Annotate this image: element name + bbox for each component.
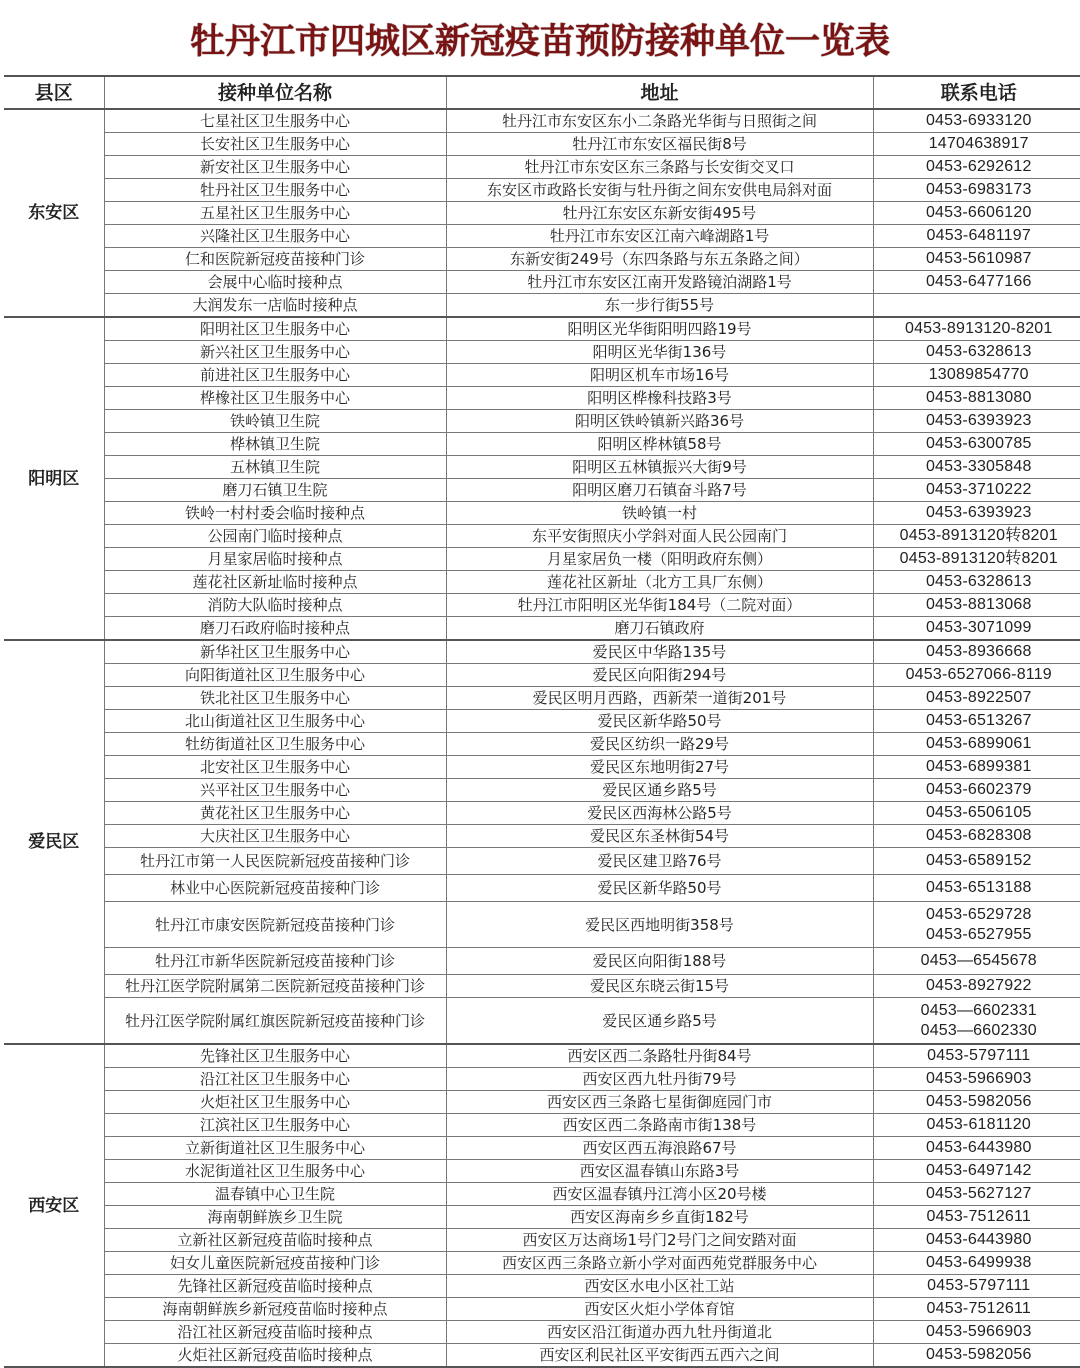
address-cell: 月星家居负一楼（阳明政府东侧） bbox=[446, 548, 873, 571]
phone-number: 0453-8922507 bbox=[925, 689, 1032, 706]
address-cell: 阳明区五林镇振兴大街9号 bbox=[446, 456, 873, 479]
address-cell: 爱民区通乡路5号 bbox=[446, 998, 873, 1045]
phone-cell bbox=[873, 1344, 1080, 1368]
table-row bbox=[4, 779, 1080, 802]
address-cell: 西安区海南乡乡直街182号 bbox=[446, 1206, 873, 1229]
table-row bbox=[4, 317, 1080, 341]
phone-number: 0453-8913120转8201 bbox=[899, 527, 1058, 544]
phone-number: 0453-6181120 bbox=[926, 1116, 1031, 1133]
site-name-cell: 阳明社区卫生服务中心 bbox=[104, 317, 446, 341]
phone-number: 0453-6443980 bbox=[925, 1231, 1032, 1248]
table-row bbox=[4, 948, 1080, 975]
phone-cell bbox=[873, 710, 1080, 733]
phone-number: 0453-6513267 bbox=[925, 712, 1032, 729]
phone-number: 0453-6527066-8119 bbox=[905, 666, 1052, 683]
phone-number: 0453-6393923 bbox=[925, 504, 1032, 521]
site-name-cell: 铁北社区卫生服务中心 bbox=[104, 687, 446, 710]
table-row bbox=[4, 594, 1080, 617]
address-cell: 阳明区磨刀石镇奋斗路7号 bbox=[446, 479, 873, 502]
address-cell: 爱民区向阳街294号 bbox=[446, 664, 873, 687]
table-row bbox=[4, 710, 1080, 733]
phone-cell bbox=[873, 248, 1080, 271]
site-name-cell: 牡丹江市第一人民医院新冠疫苗接种门诊 bbox=[104, 848, 446, 875]
site-name-cell: 磨刀石镇卫生院 bbox=[104, 479, 446, 502]
phone-number: 0453-5797111 bbox=[927, 1047, 1031, 1064]
site-name-cell: 兴隆社区卫生服务中心 bbox=[104, 225, 446, 248]
phone-number: 0453-8913120转8201 bbox=[899, 550, 1058, 567]
address-cell: 爱民区新华路50号 bbox=[446, 710, 873, 733]
phone-cell bbox=[873, 733, 1080, 756]
phone-number: 0453-5966903 bbox=[925, 1323, 1032, 1340]
district-cell: 阳明区 bbox=[4, 317, 104, 640]
address-cell: 西安区西三条路七星街御庭园门市 bbox=[446, 1091, 873, 1114]
address-cell: 西安区西二条路牡丹街84号 bbox=[446, 1044, 873, 1068]
phone-number: 0453-6899381 bbox=[925, 758, 1032, 775]
phone-number: 0453-6899061 bbox=[925, 735, 1032, 752]
address-cell: 阳明区铁岭镇新兴路36号 bbox=[446, 410, 873, 433]
address-cell: 爱民区向阳街188号 bbox=[446, 948, 873, 975]
header-phone: 联系电话 bbox=[873, 76, 1080, 109]
phone-number: 0453-5610987 bbox=[925, 250, 1032, 267]
site-name-cell: 林业中心医院新冠疫苗接种门诊 bbox=[104, 875, 446, 902]
phone-cell bbox=[873, 902, 1080, 948]
phone-cell bbox=[873, 998, 1080, 1045]
site-name-cell: 立新社区新冠疫苗临时接种点 bbox=[104, 1229, 446, 1252]
phone-number: 0453-3305848 bbox=[925, 458, 1032, 475]
table-row bbox=[4, 664, 1080, 687]
site-name-cell: 海南朝鲜族乡卫生院 bbox=[104, 1206, 446, 1229]
table-row bbox=[4, 202, 1080, 225]
address-cell: 东安区市政路长安街与牡丹街之间东安供电局斜对面 bbox=[446, 179, 873, 202]
phone-number: 14704638917 bbox=[928, 135, 1029, 152]
address-cell: 西安区温春镇丹江湾小区20号楼 bbox=[446, 1183, 873, 1206]
site-name-cell: 沿江社区新冠疫苗临时接种点 bbox=[104, 1321, 446, 1344]
site-name-cell: 牡纺街道社区卫生服务中心 bbox=[104, 733, 446, 756]
table-row bbox=[4, 571, 1080, 594]
phone-cell bbox=[873, 687, 1080, 710]
table-row bbox=[4, 733, 1080, 756]
district-cell: 东安区 bbox=[4, 109, 104, 317]
phone-cell bbox=[873, 1206, 1080, 1229]
site-name-cell: 大庆社区卫生服务中心 bbox=[104, 825, 446, 848]
table-row bbox=[4, 456, 1080, 479]
site-name-cell: 铁岭一村村委会临时接种点 bbox=[104, 502, 446, 525]
phone-number: 0453-5966903 bbox=[925, 1070, 1032, 1087]
phone-number: 0453-8813080 bbox=[925, 389, 1032, 406]
phone-number: 0453-3071099 bbox=[925, 619, 1032, 636]
table-row bbox=[4, 271, 1080, 294]
table-row bbox=[4, 1160, 1080, 1183]
site-name-cell: 牡丹江医学院附属红旗医院新冠疫苗接种门诊 bbox=[104, 998, 446, 1045]
site-name-cell: 火炬社区新冠疫苗临时接种点 bbox=[104, 1344, 446, 1368]
site-name-cell: 仁和医院新冠疫苗接种门诊 bbox=[104, 248, 446, 271]
table-row bbox=[4, 1344, 1080, 1368]
phone-cell bbox=[873, 410, 1080, 433]
phone-cell bbox=[873, 294, 1080, 318]
table-row bbox=[4, 387, 1080, 410]
site-name-cell: 新安社区卫生服务中心 bbox=[104, 156, 446, 179]
address-cell: 爱民区通乡路5号 bbox=[446, 779, 873, 802]
phone-number: 0453-6589152 bbox=[925, 852, 1032, 869]
phone-number: 0453-6477166 bbox=[925, 273, 1032, 290]
address-cell: 阳明区桦林镇58号 bbox=[446, 433, 873, 456]
phone-cell bbox=[873, 756, 1080, 779]
phone-cell bbox=[873, 779, 1080, 802]
phone-cell bbox=[873, 802, 1080, 825]
phone-cell bbox=[873, 341, 1080, 364]
table-row bbox=[4, 998, 1080, 1045]
table-row bbox=[4, 179, 1080, 202]
table-row bbox=[4, 225, 1080, 248]
address-cell: 爱民区东地明街27号 bbox=[446, 756, 873, 779]
address-cell: 牡丹江市东安区江南开发路镜泊湖路1号 bbox=[446, 271, 873, 294]
address-cell: 西安区沿江街道办西九牡丹街道北 bbox=[446, 1321, 873, 1344]
district-cell: 西安区 bbox=[4, 1044, 104, 1367]
address-cell: 西安区西五海浪路67号 bbox=[446, 1137, 873, 1160]
site-name-cell: 温春镇中心卫生院 bbox=[104, 1183, 446, 1206]
phone-cell bbox=[873, 1252, 1080, 1275]
address-cell: 西安区西九牡丹街79号 bbox=[446, 1068, 873, 1091]
site-name-cell: 新兴社区卫生服务中心 bbox=[104, 341, 446, 364]
phone-cell bbox=[873, 664, 1080, 687]
site-name-cell: 大润发东一店临时接种点 bbox=[104, 294, 446, 318]
phone-cell bbox=[873, 1298, 1080, 1321]
phone-cell bbox=[873, 156, 1080, 179]
phone-number: 0453-6328613 bbox=[925, 343, 1032, 360]
phone-number: 0453-6481197 bbox=[926, 227, 1031, 244]
district-cell: 爱民区 bbox=[4, 640, 104, 1044]
page-title: 牡丹江市四城区新冠疫苗预防接种单位一览表 bbox=[189, 22, 890, 62]
phone-number: 0453-8927922 bbox=[925, 977, 1032, 994]
table-row bbox=[4, 825, 1080, 848]
address-cell: 牡丹江市东安区江南六峰湖路1号 bbox=[446, 225, 873, 248]
phone-number: 0453-6497142 bbox=[925, 1162, 1032, 1179]
phone-number: 0453-6602379 bbox=[925, 781, 1032, 798]
table-row bbox=[4, 410, 1080, 433]
phone-cell bbox=[873, 617, 1080, 641]
site-name-cell: 新华社区卫生服务中心 bbox=[104, 640, 446, 664]
phone-number: 0453-8913120-8201 bbox=[904, 320, 1053, 337]
site-name-cell: 长安社区卫生服务中心 bbox=[104, 133, 446, 156]
site-name-cell: 江滨社区卫生服务中心 bbox=[104, 1114, 446, 1137]
phone-cell bbox=[873, 1044, 1080, 1068]
address-cell: 阳明区光华街阳明四路19号 bbox=[446, 317, 873, 341]
address-cell: 爱民区东圣林街54号 bbox=[446, 825, 873, 848]
address-cell: 牡丹江市东安区东三条路与长安街交叉口 bbox=[446, 156, 873, 179]
phone-cell bbox=[873, 317, 1080, 341]
site-name-cell: 莲花社区新址临时接种点 bbox=[104, 571, 446, 594]
phone-cell bbox=[873, 271, 1080, 294]
site-name-cell: 牡丹江市康安医院新冠疫苗接种门诊 bbox=[104, 902, 446, 948]
table-row bbox=[4, 1091, 1080, 1114]
address-cell: 西安区西三条路立新小学对面西苑党群服务中心 bbox=[446, 1252, 873, 1275]
site-name-cell: 消防大队临时接种点 bbox=[104, 594, 446, 617]
phone-number: 0453-3710222 bbox=[925, 481, 1032, 498]
table-row bbox=[4, 1068, 1080, 1091]
header-district: 县区 bbox=[4, 76, 104, 109]
phone-cell bbox=[873, 479, 1080, 502]
phone-cell bbox=[873, 1160, 1080, 1183]
phone-cell bbox=[873, 387, 1080, 410]
table-row bbox=[4, 433, 1080, 456]
table-header-row bbox=[4, 76, 1080, 109]
phone-cell bbox=[873, 1321, 1080, 1344]
phone-number: 0453-5797111 bbox=[927, 1277, 1031, 1294]
phone-cell bbox=[873, 1229, 1080, 1252]
site-name-cell: 兴平社区卫生服务中心 bbox=[104, 779, 446, 802]
phone-cell bbox=[873, 179, 1080, 202]
site-name-cell: 先锋社区卫生服务中心 bbox=[104, 1044, 446, 1068]
header-address: 地址 bbox=[446, 76, 873, 109]
table-row bbox=[4, 1229, 1080, 1252]
address-cell: 西安区水电小区社工站 bbox=[446, 1275, 873, 1298]
table-row bbox=[4, 1137, 1080, 1160]
site-name-cell: 会展中心临时接种点 bbox=[104, 271, 446, 294]
phone-number: 0453—6545678 bbox=[920, 952, 1037, 969]
address-cell: 阳明区桦橡科技路3号 bbox=[446, 387, 873, 410]
table-row bbox=[4, 548, 1080, 571]
phone-cell bbox=[873, 571, 1080, 594]
phone-cell bbox=[873, 1091, 1080, 1114]
site-name-cell: 向阳街道社区卫生服务中心 bbox=[104, 664, 446, 687]
table-row bbox=[4, 479, 1080, 502]
site-name-cell: 牡丹社区卫生服务中心 bbox=[104, 179, 446, 202]
phone-number: 13089854770 bbox=[928, 366, 1029, 383]
site-name-cell: 立新街道社区卫生服务中心 bbox=[104, 1137, 446, 1160]
phone-cell bbox=[873, 548, 1080, 571]
address-cell: 西安区利民社区平安街西五西六之间 bbox=[446, 1344, 873, 1368]
table-row bbox=[4, 802, 1080, 825]
phone-number: 0453-5982056 bbox=[925, 1346, 1032, 1363]
phone-cell bbox=[873, 433, 1080, 456]
table-row bbox=[4, 133, 1080, 156]
site-name-cell: 七星社区卫生服务中心 bbox=[104, 109, 446, 133]
address-cell: 西安区万达商场1号门2号门之间安踏对面 bbox=[446, 1229, 873, 1252]
phone-number: 0453—6602330 bbox=[920, 1021, 1037, 1039]
phone-cell bbox=[873, 1068, 1080, 1091]
address-cell: 牡丹江东安区东新安街495号 bbox=[446, 202, 873, 225]
phone-number: 0453-7512611 bbox=[926, 1300, 1031, 1317]
address-cell: 爱民区新华路50号 bbox=[446, 875, 873, 902]
site-name-cell: 磨刀石政府临时接种点 bbox=[104, 617, 446, 641]
table-row bbox=[4, 525, 1080, 548]
address-cell: 铁岭镇一村 bbox=[446, 502, 873, 525]
table-row bbox=[4, 502, 1080, 525]
address-cell: 西安区西二条路南市街138号 bbox=[446, 1114, 873, 1137]
phone-number: 0453-6828308 bbox=[925, 827, 1032, 844]
site-name-cell: 水泥街道社区卫生服务中心 bbox=[104, 1160, 446, 1183]
address-cell: 爱民区明月西路，西新荣一道街201号 bbox=[446, 687, 873, 710]
site-name-cell: 桦橡社区卫生服务中心 bbox=[104, 387, 446, 410]
address-cell: 磨刀石镇政府 bbox=[446, 617, 873, 641]
phone-number: 0453-6529728 bbox=[925, 905, 1032, 923]
site-name-cell: 火炬社区卫生服务中心 bbox=[104, 1091, 446, 1114]
table-row bbox=[4, 109, 1080, 133]
site-name-cell: 海南朝鲜族乡新冠疫苗临时接种点 bbox=[104, 1298, 446, 1321]
phone-number: 0453-8936668 bbox=[925, 643, 1032, 660]
site-name-cell: 铁岭镇卫生院 bbox=[104, 410, 446, 433]
address-cell: 阳明区机车市场16号 bbox=[446, 364, 873, 387]
phone-cell bbox=[873, 456, 1080, 479]
table-row bbox=[4, 1298, 1080, 1321]
phone-cell bbox=[873, 975, 1080, 998]
address-cell: 东一步行街55号 bbox=[446, 294, 873, 318]
phone-number: 0453-6292612 bbox=[925, 158, 1032, 175]
site-name-cell: 先锋社区新冠疫苗临时接种点 bbox=[104, 1275, 446, 1298]
table-row bbox=[4, 756, 1080, 779]
phone-number: 0453-6513188 bbox=[925, 879, 1032, 896]
table-row bbox=[4, 848, 1080, 875]
table-row bbox=[4, 975, 1080, 998]
site-name-cell: 黄花社区卫生服务中心 bbox=[104, 802, 446, 825]
address-cell: 阳明区光华街136号 bbox=[446, 341, 873, 364]
phone-number: 0453-5627127 bbox=[925, 1185, 1032, 1202]
table-row bbox=[4, 1275, 1080, 1298]
site-name-cell: 妇女儿童医院新冠疫苗接种门诊 bbox=[104, 1252, 446, 1275]
phone-cell bbox=[873, 948, 1080, 975]
phone-number: 0453-8813068 bbox=[925, 596, 1032, 613]
phone-cell bbox=[873, 364, 1080, 387]
table-row bbox=[4, 687, 1080, 710]
phone-cell bbox=[873, 225, 1080, 248]
address-cell: 爱民区西海林公路5号 bbox=[446, 802, 873, 825]
table-row bbox=[4, 640, 1080, 664]
address-cell: 东新安街249号（东四条路与东五条路之间） bbox=[446, 248, 873, 271]
phone-number: 0453-6499938 bbox=[925, 1254, 1032, 1271]
site-name-cell: 五星社区卫生服务中心 bbox=[104, 202, 446, 225]
site-name-cell: 北山街道社区卫生服务中心 bbox=[104, 710, 446, 733]
phone-cell bbox=[873, 202, 1080, 225]
site-name-cell: 前进社区卫生服务中心 bbox=[104, 364, 446, 387]
phone-cell bbox=[873, 825, 1080, 848]
phone-cell bbox=[873, 1275, 1080, 1298]
table-row bbox=[4, 1044, 1080, 1068]
address-cell: 西安区温春镇山东路3号 bbox=[446, 1160, 873, 1183]
table-row bbox=[4, 875, 1080, 902]
address-cell: 爱民区东晓云街15号 bbox=[446, 975, 873, 998]
phone-cell bbox=[873, 1183, 1080, 1206]
table-row bbox=[4, 1206, 1080, 1229]
site-name-cell: 北安社区卫生服务中心 bbox=[104, 756, 446, 779]
vaccination-sites-table bbox=[4, 75, 1080, 1368]
address-cell: 西安区火炬小学体育馆 bbox=[446, 1298, 873, 1321]
address-cell: 爱民区中华路135号 bbox=[446, 640, 873, 664]
phone-cell bbox=[873, 848, 1080, 875]
table-row bbox=[4, 156, 1080, 179]
phone-number: 0453-6443980 bbox=[925, 1139, 1032, 1156]
table-row bbox=[4, 341, 1080, 364]
table-row bbox=[4, 1321, 1080, 1344]
phone-number: 0453-5982056 bbox=[925, 1093, 1032, 1110]
phone-cell bbox=[873, 640, 1080, 664]
phone-cell bbox=[873, 525, 1080, 548]
table-row bbox=[4, 1252, 1080, 1275]
phone-number: 0453-7512611 bbox=[926, 1208, 1031, 1225]
phone-number: 0453-6606120 bbox=[925, 204, 1032, 221]
table-row bbox=[4, 617, 1080, 641]
phone-cell bbox=[873, 502, 1080, 525]
phone-cell bbox=[873, 1114, 1080, 1137]
address-cell: 爱民区纺织一路29号 bbox=[446, 733, 873, 756]
phone-number: 0453—6602331 bbox=[920, 1001, 1037, 1019]
phone-number: 0453-6527955 bbox=[925, 925, 1032, 943]
site-name-cell: 牡丹江市新华医院新冠疫苗接种门诊 bbox=[104, 948, 446, 975]
site-name-cell: 公园南门临时接种点 bbox=[104, 525, 446, 548]
address-cell: 牡丹江市阳明区光华街184号（二院对面） bbox=[446, 594, 873, 617]
table-row bbox=[4, 1114, 1080, 1137]
address-cell: 东平安街照庆小学斜对面人民公园南门 bbox=[446, 525, 873, 548]
site-name-cell: 沿江社区卫生服务中心 bbox=[104, 1068, 446, 1091]
phone-number: 0453-6328613 bbox=[925, 573, 1032, 590]
phone-number: 0453-6983173 bbox=[925, 181, 1032, 198]
address-cell: 爱民区西地明街358号 bbox=[446, 902, 873, 948]
phone-cell bbox=[873, 594, 1080, 617]
phone-cell bbox=[873, 109, 1080, 133]
table-row bbox=[4, 902, 1080, 948]
address-cell: 莲花社区新址（北方工具厂东侧） bbox=[446, 571, 873, 594]
phone-cell bbox=[873, 875, 1080, 902]
site-name-cell: 月星家居临时接种点 bbox=[104, 548, 446, 571]
phone-number: 0453-6506105 bbox=[925, 804, 1032, 821]
site-name-cell: 牡丹江医学院附属第二医院新冠疫苗接种门诊 bbox=[104, 975, 446, 998]
phone-number: 0453-6393923 bbox=[925, 412, 1032, 429]
phone-number: 0453-6300785 bbox=[925, 435, 1032, 452]
header-site-name: 接种单位名称 bbox=[104, 76, 446, 109]
phone-cell bbox=[873, 1137, 1080, 1160]
phone-cell bbox=[873, 133, 1080, 156]
address-cell: 牡丹江市东安区东小二条路光华街与日照街之间 bbox=[446, 109, 873, 133]
table-row bbox=[4, 294, 1080, 318]
address-cell: 牡丹江市东安区福民街8号 bbox=[446, 133, 873, 156]
table-row bbox=[4, 364, 1080, 387]
table-row bbox=[4, 248, 1080, 271]
site-name-cell: 五林镇卫生院 bbox=[104, 456, 446, 479]
table-body bbox=[4, 109, 1080, 1367]
table-row bbox=[4, 1183, 1080, 1206]
site-name-cell: 桦林镇卫生院 bbox=[104, 433, 446, 456]
phone-number: 0453-6933120 bbox=[925, 112, 1032, 129]
address-cell: 爱民区建卫路76号 bbox=[446, 848, 873, 875]
